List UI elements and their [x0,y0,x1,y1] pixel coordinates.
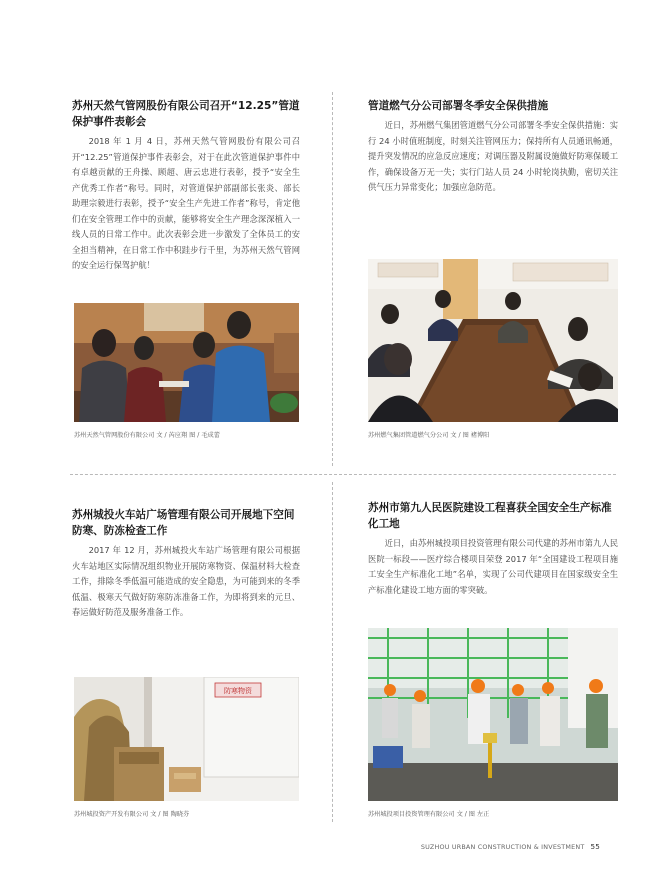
article-gas-pipeline-award [72,98,300,274]
article-title: 苏州市第九人民医院建设工程喜获全国安全生产标准化工地 [368,502,612,530]
article-body: 2017 年 12 月，苏州城投火车站广场管理有限公司根据火车站地区实际情况组织物业开展防寒物资、保温材料大检查工作，排除冬季低温可能造成的安全隐患，为可能到来的冬季低温、极寒天气做好防寒防冻准备工作，为即将到来的元旦、春运做好防范及服务准备工作。 [72,545,300,617]
photo-caption: 苏州燃气集团管道燃气分公司 文 / 图 褚博阳 [368,432,490,439]
article-title: 苏州城投火车站广场管理有限公司开展地下空间防寒、防冻检查工作 [72,509,295,537]
magazine-name: SUZHOU URBAN CONSTRUCTION & INVESTMENT [420,843,585,851]
article-hospital-construction [368,500,618,598]
article-station-winter-check [72,507,300,621]
row-divider [70,474,616,475]
page-footer [421,842,600,851]
column-divider-bottom [332,482,333,822]
construction-site-photo [368,628,618,801]
article-body: 2018 年 1 月 4 日，苏州天然气管网股份有限公司召开“12.25”管道保护事件表彰会，对于在此次管道保护事件中有卓越贡献的王舟操、顾超、唐云忠进行表彰，授予“安全生产优秀工作者”称号。同时，对管道保护部副部长张炎、部长助理宗毅进行表彰，授予“安全生产先进工作者”称号，肯定他们在安全管理工作中的贡献，能够将安全生产理念深深植入一线人员的日常工作中。此次表彰会进一步激发了全体员工的安全担当精神，在日常工作中积跬步行千里，为苏州天然气管网的安全运行保驾护航！ [72,136,300,270]
article-winter-safety [368,98,618,196]
column-divider-top [332,92,333,466]
page-number: 55 [590,842,600,851]
article-title: 管道燃气分公司部署冬季安全保供措施 [368,100,549,112]
article-body: 近日，由苏州城投项目投资管理有限公司代建的苏州市第九人民医院一标段——医疗综合楼项目荣登 2017 年“全国建设工程项目施工安全生产标准化工地”名单，实现了公司代建项目在国家级安全生产标准化建设工地方面的零突破。 [368,538,618,595]
photo-caption: 苏州城投资产开发有限公司 文 / 图 陶晓芬 [74,811,190,818]
award-ceremony-photo [74,303,299,422]
photo-caption: 苏州天然气管网股份有限公司 文 / 芮应翔 图 / 毛成蕾 [74,432,220,439]
storage-sign-text: 防寒物资 [224,687,252,695]
article-body: 近日，苏州燃气集团管道燃气分公司部署冬季安全保供措施：实行 24 小时值班制度，时刻关注管网压力；保持所有人员通讯畅通，提升突发情况的应急反应速度；对调压器及附属设施做好防寒保暖工作，确保设备万无一失；实行门站人员 24 小时轮岗执勤，密切关注供气压力异常变化；加强应急防范。 [368,120,618,192]
article-title: 苏州天然气管网股份有限公司召开“12.25”管道保护事件表彰会 [72,100,300,128]
supplies-storage-photo [74,677,299,801]
meeting-photo [368,259,618,422]
photo-caption: 苏州城投项目投资管理有限公司 文 / 图 左正 [368,811,490,818]
